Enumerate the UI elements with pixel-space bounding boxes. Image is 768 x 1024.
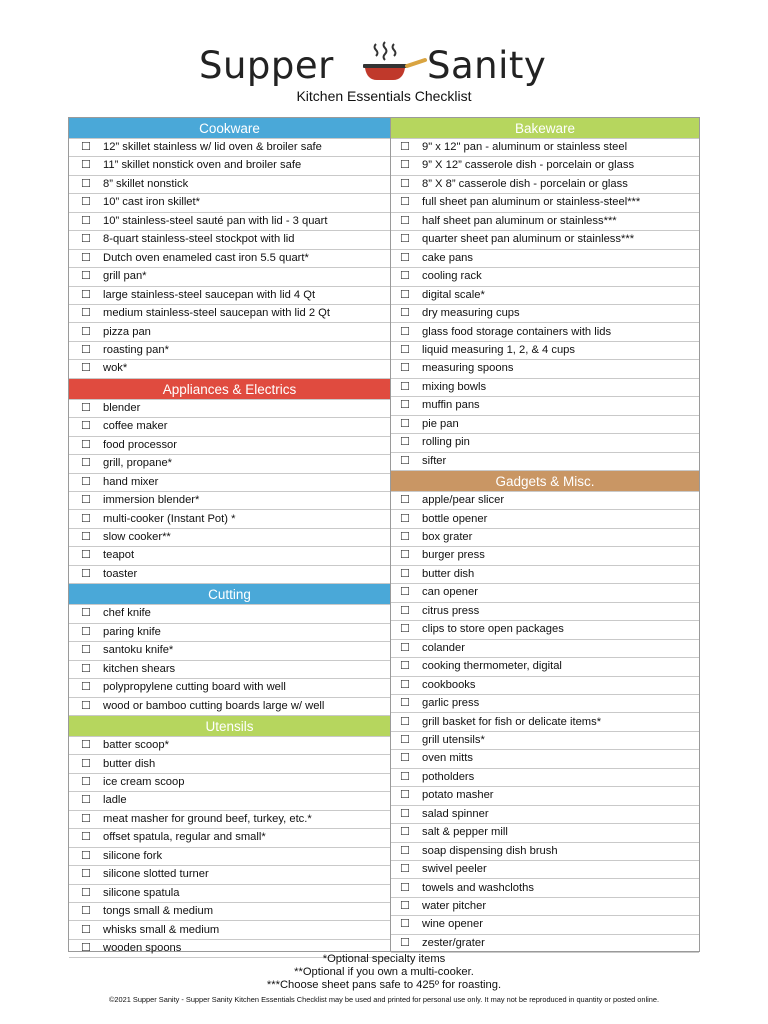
checkbox-icon[interactable]: ☐ [400, 177, 410, 190]
checklist-item-label: blender [103, 401, 141, 414]
checklist-item[interactable] [69, 848, 390, 866]
checkbox-icon[interactable]: ☐ [81, 251, 91, 264]
checkbox-icon[interactable]: ☐ [81, 812, 91, 825]
checklist-item[interactable] [391, 397, 699, 415]
section-header-utensils: Utensils [69, 716, 390, 737]
checkbox-icon[interactable]: ☐ [81, 420, 91, 433]
checklist-item-label: glass food storage containers with lids [422, 325, 612, 338]
checkbox-icon[interactable]: ☐ [400, 789, 410, 802]
checkbox-icon[interactable]: ☐ [400, 233, 410, 246]
checklist-item[interactable] [69, 866, 390, 884]
checklist-item[interactable] [391, 880, 699, 898]
checklist-item[interactable] [69, 922, 390, 940]
checklist-item[interactable] [391, 324, 699, 342]
checklist-item[interactable] [391, 287, 699, 305]
checklist-item-label: silicone slotted turner [103, 868, 209, 881]
checklist-item-label: wood or bamboo cutting boards large w/ well [103, 699, 325, 712]
checklist-item[interactable] [391, 603, 699, 621]
checkbox-icon[interactable]: ☐ [400, 697, 410, 710]
checklist-item[interactable] [391, 231, 699, 249]
checklist-item[interactable] [391, 584, 699, 602]
checkbox-icon[interactable]: ☐ [400, 770, 410, 783]
checklist-item-label: slow cooker** [103, 531, 171, 543]
checkbox-icon[interactable]: ☐ [400, 512, 410, 525]
checklist-item[interactable] [69, 268, 390, 286]
checkbox-icon[interactable]: ☐ [400, 288, 410, 301]
footnote-multicooker: **Optional if you own a multi-cooker. [294, 966, 474, 978]
checklist-item-label: polypropylene cutting board with well [103, 681, 286, 694]
checkbox-icon[interactable]: ☐ [81, 159, 91, 172]
checklist-item[interactable] [69, 342, 390, 360]
checklist-item-label: pizza pan [103, 325, 151, 338]
checklist-item[interactable] [391, 732, 699, 750]
checklist-item-label: 8” skillet nonstick [103, 177, 189, 190]
page-subtitle: Kitchen Essentials Checklist [296, 88, 472, 104]
checkbox-icon[interactable]: ☐ [400, 417, 410, 430]
checklist-item[interactable] [69, 737, 390, 755]
checklist-item-label: grill, propane* [103, 457, 173, 470]
checklist-item[interactable] [69, 566, 390, 584]
checkbox-icon[interactable]: ☐ [400, 623, 410, 636]
checklist-item[interactable] [391, 342, 699, 360]
checklist-item[interactable] [69, 829, 390, 847]
checklist-item[interactable] [391, 769, 699, 787]
checklist-item[interactable] [69, 679, 390, 697]
section-header-gadgets-misc: Gadgets & Misc. [391, 471, 699, 492]
checklist-item-label: teapot [103, 549, 135, 562]
checklist-item-label: 10” cast iron skillet* [103, 196, 200, 209]
checkbox-icon[interactable]: ☐ [81, 512, 91, 525]
checkbox-icon[interactable]: ☐ [400, 362, 410, 375]
checkbox-icon[interactable]: ☐ [81, 662, 91, 675]
checklist-item-label: grill pan* [103, 270, 147, 283]
section-header-cutting: Cutting [69, 584, 390, 605]
checklist-item-label: rolling pin [422, 436, 470, 449]
checklist-item[interactable] [391, 898, 699, 916]
checklist-item-label: zester/grater [422, 936, 485, 949]
checklist-table [68, 117, 700, 952]
checklist-item[interactable] [69, 360, 390, 378]
checkbox-icon[interactable]: ☐ [81, 531, 91, 543]
checklist-item[interactable] [391, 250, 699, 268]
checklist-item-label: roasting pan* [103, 343, 169, 356]
checklist-item-label: quarter sheet pan aluminum or stainless*** [422, 233, 635, 246]
checklist-item[interactable] [69, 885, 390, 903]
checklist-item-label: towels and washcloths [422, 881, 534, 894]
checklist-item[interactable] [69, 231, 390, 249]
checkbox-icon[interactable]: ☐ [81, 739, 91, 752]
checklist-item[interactable] [391, 416, 699, 434]
checklist-item-label: colander [422, 641, 465, 654]
checkbox-icon[interactable]: ☐ [81, 607, 91, 620]
checkbox-icon[interactable]: ☐ [81, 196, 91, 209]
checklist-item[interactable] [391, 547, 699, 565]
checklist-item-label: ice cream scoop [103, 775, 185, 788]
checklist-item[interactable] [391, 305, 699, 323]
checkbox-icon[interactable]: ☐ [81, 644, 91, 657]
checklist-item[interactable] [69, 511, 390, 529]
checklist-item[interactable] [391, 139, 699, 157]
checklist-item[interactable] [391, 379, 699, 397]
checklist-item[interactable] [391, 213, 699, 231]
checklist-item-label: 9" x 12" pan - aluminum or stainless steel [422, 141, 628, 153]
checklist-item[interactable] [391, 787, 699, 805]
checkbox-icon[interactable]: ☐ [81, 141, 91, 153]
checklist-item[interactable] [69, 324, 390, 342]
checklist-item-label: toaster [103, 567, 138, 580]
copyright-notice: ©2021 Supper Sanity - Supper Sanity Kitchen Essentials Checklist may be used and printed for personal use only. It may not be reproduced in quantity or posted online. [108, 995, 660, 1004]
checkbox-icon[interactable]: ☐ [81, 699, 91, 712]
checkbox-icon[interactable]: ☐ [81, 549, 91, 562]
checkbox-icon[interactable]: ☐ [400, 936, 410, 949]
checklist-item-label: measuring spoons [422, 362, 514, 375]
checklist-item[interactable] [69, 903, 390, 921]
checklist-item-label: pie pan [422, 417, 459, 430]
checklist-item[interactable] [391, 935, 699, 953]
checklist-item-label: sifter [422, 454, 447, 467]
section-header-bakeware: Bakeware [391, 118, 699, 139]
checkbox-icon[interactable]: ☐ [81, 886, 91, 899]
checkbox-icon[interactable]: ☐ [400, 807, 410, 820]
checklist-item-label: grill utensils* [422, 733, 485, 746]
checklist-item-label: half sheet pan aluminum or stainless*** [422, 214, 617, 227]
checklist-item[interactable] [69, 624, 390, 642]
checklist-item-label: box grater [422, 531, 473, 543]
checklist-item[interactable] [69, 437, 390, 455]
checklist-item[interactable] [391, 529, 699, 547]
checklist-item-label: ladle [103, 794, 127, 807]
checkbox-icon[interactable]: ☐ [400, 270, 410, 283]
checkbox-icon[interactable]: ☐ [81, 401, 91, 414]
checklist-item[interactable] [69, 811, 390, 829]
checklist-item-label: silicone fork [103, 849, 163, 862]
checklist-item[interactable] [391, 916, 699, 934]
checklist-item[interactable] [69, 774, 390, 792]
checklist-item[interactable] [391, 360, 699, 378]
checklist-item-label: cooking thermometer, digital [422, 660, 562, 673]
checkbox-icon[interactable]: ☐ [400, 399, 410, 412]
checklist-item-label: bottle opener [422, 512, 488, 525]
checklist-item-label: grill basket for fish or delicate items* [422, 715, 602, 728]
left-column [69, 118, 391, 954]
checklist-item[interactable] [391, 714, 699, 732]
checklist-item[interactable] [69, 305, 390, 323]
checklist-item[interactable] [69, 250, 390, 268]
footnote-sheet-pans: ***Choose sheet pans safe to 425º for roasting. [266, 979, 502, 991]
checklist-item-label: can opener [422, 586, 478, 599]
checkbox-icon[interactable]: ☐ [400, 586, 410, 599]
checklist-item[interactable] [69, 698, 390, 716]
checklist-item-label: citrus press [422, 604, 480, 617]
checklist-item-label: coffee maker [103, 420, 168, 433]
checklist-item-label: salt & pepper mill [422, 826, 508, 839]
section-header-appliances-electrics: Appliances & Electrics [69, 379, 390, 400]
checkbox-icon[interactable]: ☐ [400, 454, 410, 467]
checkbox-icon[interactable]: ☐ [400, 214, 410, 227]
checkbox-icon[interactable]: ☐ [400, 900, 410, 912]
checklist-item[interactable] [69, 213, 390, 231]
checklist-item-label: cake pans [422, 251, 473, 264]
checklist-item[interactable] [391, 843, 699, 861]
checkbox-icon[interactable]: ☐ [81, 177, 91, 190]
checkbox-icon[interactable]: ☐ [81, 325, 91, 338]
checklist-item-label: swivel peeler [422, 863, 487, 876]
checklist-item-label: garlic press [422, 697, 480, 710]
checkbox-icon[interactable]: ☐ [81, 343, 91, 356]
checklist-item[interactable] [391, 492, 699, 510]
checkbox-icon[interactable]: ☐ [81, 681, 91, 694]
checklist-item-label: cooling rack [422, 270, 482, 283]
checklist-item-label: hand mixer [103, 475, 159, 488]
checklist-item[interactable] [69, 287, 390, 305]
section-header-cookware: Cookware [69, 118, 390, 139]
checklist-item[interactable] [69, 157, 390, 175]
checkbox-icon[interactable]: ☐ [81, 942, 91, 954]
footnote-specialty: *Optional specialty items [322, 953, 446, 965]
checkbox-icon[interactable]: ☐ [400, 604, 410, 617]
checklist-item[interactable] [69, 661, 390, 679]
checkbox-icon[interactable]: ☐ [81, 625, 91, 638]
checklist-item[interactable] [69, 176, 390, 194]
checkbox-icon[interactable]: ☐ [81, 362, 91, 375]
checkbox-icon[interactable]: ☐ [81, 438, 91, 451]
checkbox-icon[interactable]: ☐ [400, 641, 410, 654]
checklist-item-label: potholders [422, 770, 475, 783]
checklist-item-label: santoku knife* [103, 644, 174, 657]
checkbox-icon[interactable]: ☐ [81, 457, 91, 470]
checkbox-icon[interactable]: ☐ [81, 849, 91, 862]
checkbox-icon[interactable]: ☐ [81, 794, 91, 807]
checkbox-icon[interactable]: ☐ [400, 494, 410, 507]
checkbox-icon[interactable]: ☐ [400, 325, 410, 338]
checklist-item[interactable] [69, 529, 390, 547]
checklist-item[interactable] [69, 400, 390, 418]
checkbox-icon[interactable]: ☐ [400, 881, 410, 894]
checkbox-icon[interactable]: ☐ [81, 567, 91, 580]
checklist-item[interactable] [391, 750, 699, 768]
checklist-item-label: muffin pans [422, 399, 480, 412]
checkbox-icon[interactable]: ☐ [81, 214, 91, 227]
steaming-pan-icon [354, 40, 428, 86]
checklist-item-label: paring knife [103, 625, 161, 638]
checklist-item[interactable] [391, 640, 699, 658]
checklist-item-label: full sheet pan aluminum or stainless-steel*** [422, 196, 641, 209]
checkbox-icon[interactable]: ☐ [400, 549, 410, 562]
checkbox-icon[interactable]: ☐ [400, 380, 410, 393]
checkbox-icon[interactable]: ☐ [81, 494, 91, 507]
checklist-item-label: whisks small & medium [103, 923, 220, 936]
checklist-item-label: water pitcher [422, 900, 487, 912]
checkbox-icon[interactable]: ☐ [400, 436, 410, 449]
checklist-item-label: 10” stainless-steel sauté pan with lid - 3 quart [103, 214, 328, 227]
checklist-item-label: butter dish [103, 757, 156, 770]
checkbox-icon[interactable]: ☐ [81, 831, 91, 844]
checklist-item-label: multi-cooker (Instant Pot) * [103, 512, 236, 525]
checkbox-icon[interactable]: ☐ [81, 270, 91, 283]
checkbox-icon[interactable]: ☐ [81, 307, 91, 320]
checklist-item[interactable] [69, 492, 390, 510]
checklist-item-label: salad spinner [422, 807, 489, 820]
brand-word-supper: Supper [199, 44, 334, 87]
checklist-item-label: wooden spoons [103, 942, 182, 954]
checklist-item[interactable] [69, 418, 390, 436]
checklist-item[interactable] [391, 806, 699, 824]
checklist-item-label: meat masher for ground beef, turkey, etc.* [103, 812, 312, 825]
checkbox-icon[interactable]: ☐ [400, 678, 410, 691]
checklist-item-label: medium stainless-steel saucepan with lid 2 Qt [103, 307, 330, 320]
checklist-item-label: clips to store open packages [422, 623, 564, 636]
checklist-item[interactable] [69, 792, 390, 810]
checklist-item-label: butter dish [422, 567, 475, 580]
checklist-item[interactable] [391, 824, 699, 842]
checklist-item-label: mixing bowls [422, 380, 487, 393]
checklist-item[interactable] [391, 861, 699, 879]
checkbox-icon[interactable]: ☐ [81, 923, 91, 936]
checklist-item-label: potato masher [422, 789, 494, 802]
checklist-item[interactable] [391, 695, 699, 713]
checklist-item[interactable] [391, 677, 699, 695]
checklist-item-label: burger press [422, 549, 485, 562]
checkbox-icon[interactable]: ☐ [400, 826, 410, 839]
right-column [391, 118, 699, 951]
brand-word-sanity: Sanity [427, 44, 547, 87]
checkbox-icon[interactable]: ☐ [400, 752, 410, 765]
checklist-item[interactable] [69, 139, 390, 157]
checklist-item[interactable] [391, 453, 699, 471]
checklist-item[interactable] [69, 605, 390, 623]
checklist-item-label: tongs small & medium [103, 905, 214, 918]
checklist-item-label: immersion blender* [103, 494, 200, 507]
checkbox-icon[interactable]: ☐ [400, 251, 410, 264]
checklist-item-label: soap dispensing dish brush [422, 844, 558, 857]
checkbox-icon[interactable]: ☐ [400, 307, 410, 320]
checklist-item-label: apple/pear slicer [422, 494, 505, 507]
checkbox-icon[interactable]: ☐ [81, 905, 91, 918]
checkbox-icon[interactable]: ☐ [400, 863, 410, 876]
checklist-item-label: silicone spatula [103, 886, 180, 899]
checklist-item-label: oven mitts [422, 752, 473, 765]
checkbox-icon[interactable]: ☐ [400, 141, 410, 153]
checklist-item[interactable] [391, 566, 699, 584]
checklist-item[interactable] [391, 268, 699, 286]
checkbox-icon[interactable]: ☐ [400, 918, 410, 931]
checkbox-icon[interactable]: ☐ [400, 531, 410, 543]
checklist-item[interactable] [69, 194, 390, 212]
checklist-item-label: dry measuring cups [422, 307, 520, 320]
checkbox-icon[interactable]: ☐ [400, 844, 410, 857]
checkbox-icon[interactable]: ☐ [400, 715, 410, 728]
checkbox-icon[interactable]: ☐ [400, 343, 410, 356]
checklist-item[interactable] [391, 658, 699, 676]
checkbox-icon[interactable]: ☐ [400, 733, 410, 746]
checklist-item[interactable] [391, 511, 699, 529]
checklist-item-label: 8” X 8” casserole dish - porcelain or glass [422, 177, 628, 190]
checklist-item[interactable] [391, 621, 699, 639]
checkbox-icon[interactable]: ☐ [400, 567, 410, 580]
checklist-item[interactable] [391, 194, 699, 212]
checkbox-icon[interactable]: ☐ [81, 475, 91, 488]
checklist-item[interactable] [69, 455, 390, 473]
checkbox-icon[interactable]: ☐ [81, 775, 91, 788]
checklist-item-label: chef knife [103, 607, 151, 620]
checklist-item-label: Dutch oven enameled cast iron 5.5 quart* [103, 251, 309, 264]
checklist-item-label: 8-quart stainless-steel stockpot with lid [103, 233, 295, 246]
checklist-item[interactable] [391, 157, 699, 175]
checklist-item[interactable] [69, 756, 390, 774]
checkbox-icon[interactable]: ☐ [81, 288, 91, 301]
checkbox-icon[interactable]: ☐ [81, 868, 91, 881]
checklist-item-label: large stainless-steel saucepan with lid 4 Qt [103, 288, 316, 301]
checklist-item-label: liquid measuring 1, 2, & 4 cups [422, 343, 575, 356]
brand-logo [0, 40, 768, 90]
checklist-item-label: digital scale* [422, 288, 485, 301]
checklist-item-label: 9” X 12” casserole dish - porcelain or glass [422, 159, 635, 172]
checklist-item[interactable] [69, 547, 390, 565]
checklist-item-label: 11” skillet nonstick oven and broiler safe [103, 159, 302, 172]
checklist-item-label: wine opener [422, 918, 483, 931]
checklist-item[interactable] [69, 642, 390, 660]
checkbox-icon[interactable]: ☐ [81, 233, 91, 246]
checklist-item-label: kitchen shears [103, 662, 176, 675]
checkbox-icon[interactable]: ☐ [81, 757, 91, 770]
checklist-item[interactable] [69, 474, 390, 492]
checklist-item[interactable] [391, 176, 699, 194]
checkbox-icon[interactable]: ☐ [400, 159, 410, 172]
checklist-item-label: cookbooks [422, 678, 476, 691]
checkbox-icon[interactable]: ☐ [400, 660, 410, 673]
checklist-item-label: wok* [103, 362, 128, 375]
checklist-item-label: offset spatula, regular and small* [103, 831, 266, 844]
checklist-item[interactable] [391, 434, 699, 452]
checklist-item-label: batter scoop* [103, 739, 169, 752]
checklist-item-label: food processor [103, 438, 178, 451]
checklist-item-label: 12” skillet stainless w/ lid oven & broiler safe [103, 141, 322, 153]
checkbox-icon[interactable]: ☐ [400, 196, 410, 209]
